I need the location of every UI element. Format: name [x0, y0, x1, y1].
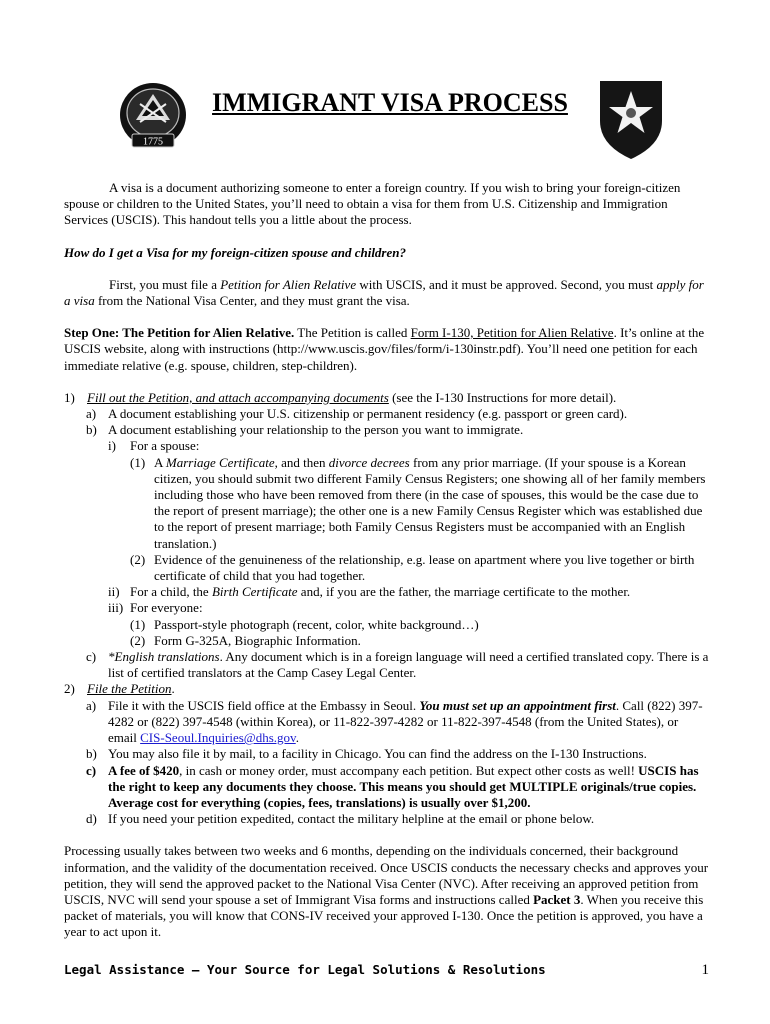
list-item: b) You may also file it by mail, to a facility in Chicago. You can find the address on the I-130 Instructions.	[86, 746, 647, 762]
svg-text:1775: 1775	[143, 136, 163, 148]
processing-paragraph: Processing usually takes between two weeks and 6 months, depending on the individuals concerned, their background information, and the validity of the documentation received. Once USCIS conducts the necessary checks and approves your petition, they will send the approved packet to the National Visa Center (NVC). After receiving an approved petition from USCIS, NVC will send your spouse a set of Immigrant Visa forms and instructions called Packet 3. When you receive this packet of materials, you will know that CONS-IV received your approved I-130. Once the petition is approved, you have a year to act upon it.	[64, 843, 709, 940]
regimental-crest-icon	[118, 80, 188, 154]
list-item: (1) Passport-style photograph (recent, color, white background…)	[130, 616, 479, 632]
document-body	[64, 180, 709, 941]
list-item: (1) A Marriage Certificate, and then divorce decrees from any prior marriage. (If your spouse is a Korean citizen, you should submit two different Family Census Registers; one showing all of her family members including those who have been removed from there (in the case of spouses, this would be the case due to the report of present marriage); the other one is a new Family Census Register which was established due to the report of present marriage; both Family Census Registers must be accompanied with an English translation.)	[130, 454, 706, 551]
email-link[interactable]: CIS-Seoul.Inquiries@dhs.gov	[140, 730, 296, 746]
list-item: c) A fee of $420, in cash or money order, must accompany each petition. But expect other costs as well! USCIS has the right to keep any documents they choose. This means you should get MULTIPLE originals/true copies. Average cost for everything (copies, fees, translations) is usually over $1,200.	[86, 762, 699, 810]
list-item: c) *English translations. Any document which is in a foreign language will need a certified translated copy. There is a list of certified translators at the Camp Casey Legal Center.	[86, 649, 709, 681]
list-item: 2) File the Petition.	[64, 681, 175, 697]
list-item: (2) Form G-325A, Biographic Information.	[130, 632, 361, 648]
page-number: 1	[701, 962, 709, 978]
list-item: b) A document establishing your relationship to the person you want to immigrate.	[86, 422, 524, 438]
list-item: (2) Evidence of the genuineness of the relationship, e.g. lease on apartment where you live together or birth certificate of child that you had together.	[130, 551, 695, 584]
list-item: a) A document establishing your U.S. citizenship or permanent residency (e.g. passport or green card).	[86, 406, 628, 422]
list-item: 1) Fill out the Petition, and attach accompanying documents (see the I-130 Instructions for more detail).	[64, 389, 617, 405]
footer-text: Legal Assistance – Your Source for Legal Solutions & Resolutions	[64, 962, 546, 977]
question-heading: How do I get a Visa for my foreign-citizen spouse and children?	[64, 244, 406, 260]
division-shield-icon	[596, 77, 666, 161]
intro-paragraph: A visa is a document authorizing someone to enter a foreign country. If you wish to bring your foreign-citizen spouse or children to the United States, you’ll need to obtain a visa for them from U.S. Citizenship and Immigration Services (USCIS). This handout tells you a little about the process.	[64, 180, 681, 228]
page-footer	[64, 960, 709, 980]
page-title: IMMIGRANT VISA PROCESS	[212, 88, 568, 117]
list-item: i) For a spouse:	[108, 438, 200, 454]
step-one-paragraph: Step One: The Petition for Alien Relative. The Petition is called Form I-130, Petition for Alien Relative. It’s online at the USCIS website, along with instructions (http://www.uscis.gov/files/form/i-130instr.pdf). You’ll need one petition for each immediate relative (e.g. spouse, children, step-children).	[64, 325, 705, 373]
list-item: ii) For a child, the Birth Certificate and, if you are the father, the marriage certificate to the mother.	[108, 584, 631, 600]
list-item: d) If you need your petition expedited, contact the military helpline at the email or phone below.	[86, 811, 595, 827]
list-item: iii) For everyone:	[108, 600, 203, 616]
list-item: a) File it with the USCIS field office at the Embassy in Seoul. You must set up an appointment first. Call (822) 397-4282 or (822) 397-4548 (within Korea), or 11-822-397-4282 or 11-822-397-4548 (from the United States), or email CIS-Seoul.Inquiries@dhs.gov.	[86, 697, 703, 746]
first-paragraph: First, you must file a Petition for Alien Relative with USCIS, and it must be approved. Second, you must apply for a visa from the National Visa Center, and they must grant the visa.	[64, 276, 704, 309]
